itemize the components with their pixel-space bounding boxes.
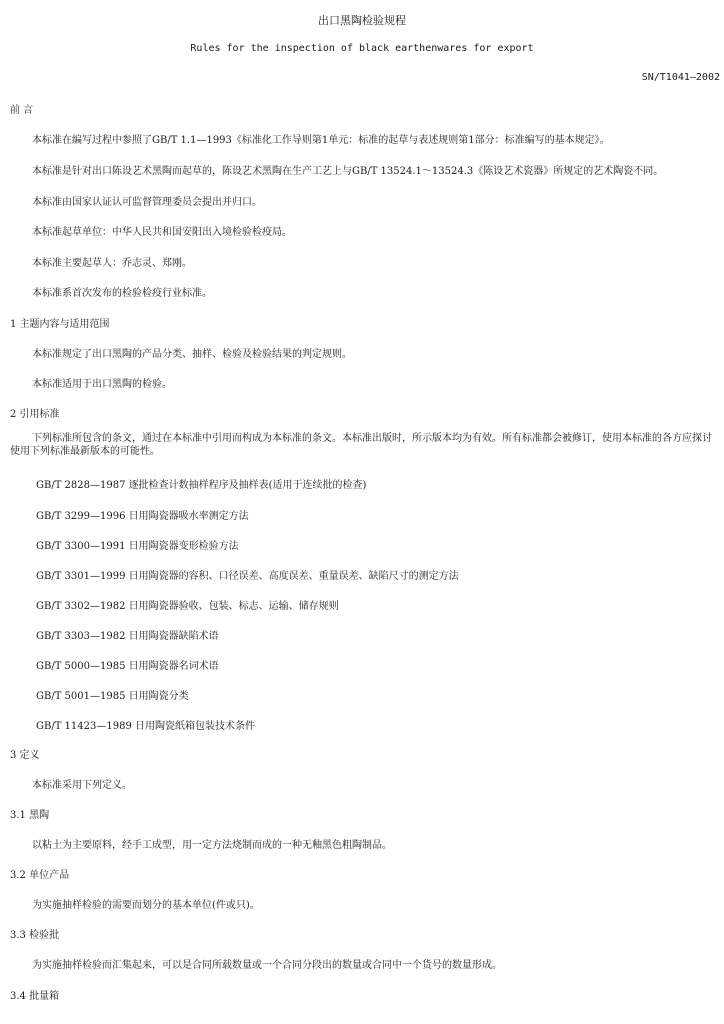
reference-item: GB/T 2828—1987 逐批检查计数抽样程序及抽样表(适用于连续批的检查) [36,480,367,491]
section-paragraph: 本标准规定了出口黑陶的产品分类、抽样、检验及检验结果的判定规则。 [32,349,352,360]
reference-item: GB/T 3303—1982 日用陶瓷器缺陷术语 [36,631,219,642]
reference-item: GB/T 3301—1999 日用陶瓷器的容积、口径误差、高度误差、重量误差、缺陷尺寸的测定方法 [36,571,459,582]
section-heading: 3 定义 [10,750,40,761]
section-paragraph: 本标准适用于出口黑陶的检验。 [32,379,172,390]
subsection-text: 为实施抽样检验而汇集起来，可以是合同所载数量或一个合同分段出的数量或合同中一个货号的数量形成。 [32,960,502,971]
section-heading: 2 引用标准 [10,409,60,420]
section-paragraph: 本标准采用下列定义。 [32,780,132,791]
reference-item: GB/T 11423—1989 日用陶瓷纸箱包装技术条件 [36,721,255,732]
subsection-text: 为实施抽样检验的需要而划分的基本单位(件或只)。 [32,900,260,911]
subsection-text: 以粘土为主要原料，经手工成型，用一定方法烧制而成的一种无釉黑色粗陶制品。 [32,840,392,851]
foreword-paragraph: 本标准主要起草人：乔志灵、郑刚。 [32,258,192,269]
foreword-paragraph: 本标准由国家认证认可监督管理委员会提出并归口。 [32,197,262,208]
foreword-paragraph: 本标准是针对出口陈设艺术黑陶而起草的，陈设艺术黑陶在生产工艺上与GB/T 13524.1～13524.3《陈设艺术瓷器》所规定的艺术陶瓷不同。 [32,166,664,177]
standard-number: SN/T1041—2002 [641,72,720,83]
document-title-en: Rules for the inspection of black earthenwares for export [190,43,534,54]
reference-item: GB/T 3302—1982 日用陶瓷器验收、包装、标志、运输、储存规则 [36,601,339,612]
section-heading: 1 主题内容与适用范围 [10,319,110,330]
subsection-heading: 3.1 黑陶 [10,810,50,821]
reference-item: GB/T 3299—1996 日用陶瓷器吸水率测定方法 [36,511,249,522]
reference-item: GB/T 5001—1985 日用陶瓷分类 [36,691,189,702]
foreword-paragraph: 本标准起草单位：中华人民共和国安阳出入境检验检疫局。 [32,227,292,238]
reference-item: GB/T 5000—1985 日用陶瓷器名词术语 [36,661,219,672]
subsection-heading: 3.3 检验批 [10,930,60,941]
foreword-paragraph: 本标准在编写过程中参照了GB/T 1.1—1993《标准化工作导则第1单元：标准的起草与表述规则第1部分：标准编写的基本规定》。 [32,135,610,146]
foreword-paragraph: 本标准系首次发布的检验检疫行业标准。 [32,288,212,299]
subsection-heading: 3.4 批量箱 [10,991,60,1002]
section-paragraph: 下列标准所包含的条文，通过在本标准中引用而构成为本标准的条文。本标准出版时，所示版本均为有效。所有标准都会被修订，使用本标准的各方应探讨使用下列标准最新版本的可能性。 [10,433,712,457]
reference-item: GB/T 3300—1991 日用陶瓷器变形检验方法 [36,541,239,552]
foreword-heading: 前 言 [10,105,34,116]
subsection-heading: 3.2 单位产品 [10,870,70,881]
document-title-cn: 出口黑陶检验规程 [318,14,406,27]
